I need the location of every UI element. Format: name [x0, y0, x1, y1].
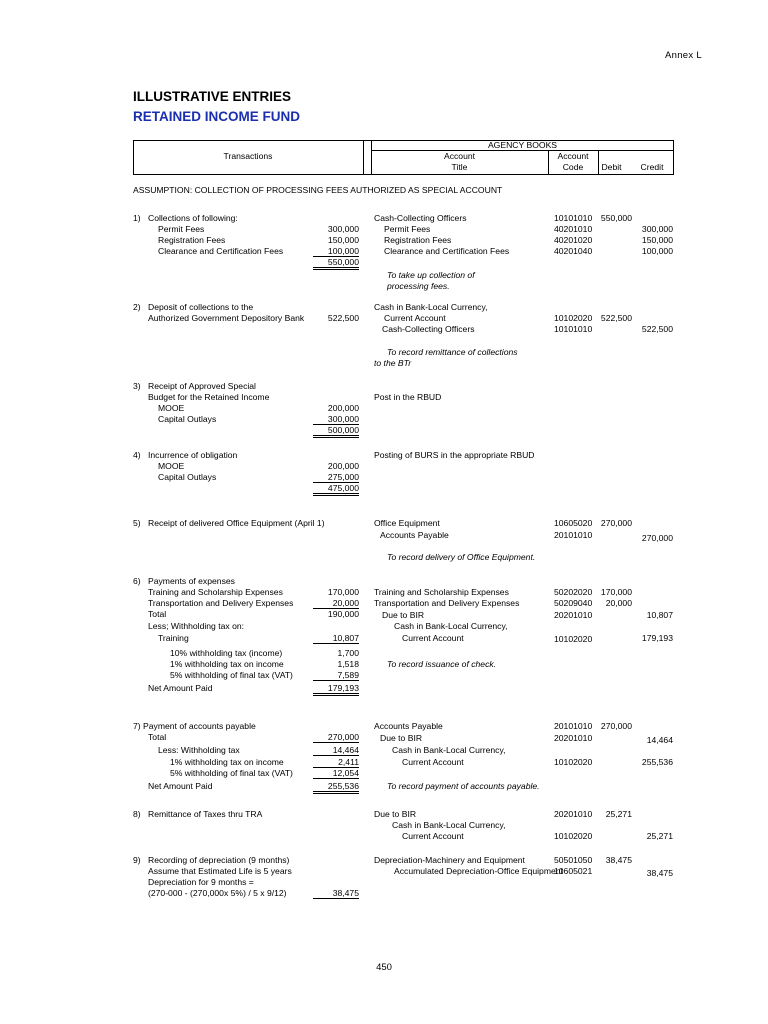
amount-value: 100,000 [641, 246, 673, 256]
entry-text: Receipt of delivered Office Equipment (April 1) [148, 518, 325, 528]
entry-text: 20201010 [554, 809, 593, 819]
amount-value: 190,000 [327, 609, 359, 619]
entry-text: to the BTr [374, 358, 412, 368]
entry-text: 2) [133, 302, 141, 312]
amount-value: 25,271 [646, 831, 673, 841]
entry-text: To record issuance of check. [387, 659, 497, 669]
entry-text: 50209040 [554, 598, 593, 608]
entry-text: Depreciation-Machinery and Equipment [374, 855, 525, 865]
entry-text: MOOE [158, 403, 185, 413]
entry-text: Total [148, 609, 167, 619]
entry-text: Permit Fees [158, 224, 205, 234]
entry-text: Accumulated Depreciation-Office Equipment [394, 866, 563, 876]
amount-value: 179,193 [313, 683, 359, 696]
entry-text: 1) [133, 213, 141, 223]
assumption-text: ASSUMPTION: COLLECTION OF PROCESSING FEES AUTHORIZED AS SPECIAL ACCOUNT [133, 185, 503, 195]
amount-value: 38,475 [605, 855, 632, 865]
amount-value: 1,518 [337, 659, 359, 669]
amount-value: 12,054 [313, 768, 359, 779]
amount-value: 550,000 [600, 213, 632, 223]
entry-text: 9) [133, 855, 141, 865]
amount-value: 270,000 [600, 518, 632, 528]
entry-text: Assume that Estimated Life is 5 years [148, 866, 292, 876]
entry-text: Registration Fees [384, 235, 452, 245]
entry-text: 40201020 [554, 235, 593, 245]
entry-text: 20101010 [554, 530, 593, 540]
entry-text: Accounts Payable [374, 721, 443, 731]
amount-value: 2,411 [313, 757, 359, 768]
entry-text: Due to BIR [382, 610, 425, 620]
entry-text: 50202020 [554, 587, 593, 597]
page-number: 450 [376, 962, 392, 973]
entry-text: 40201010 [554, 224, 593, 234]
entry-text: 8) [133, 809, 141, 819]
entry-text: To record remittance of collections [387, 347, 518, 357]
amount-value: 550,000 [313, 257, 359, 270]
entry-text: Less; Withholding tax on: [148, 621, 245, 631]
entry-text: 1% withholding tax on income [170, 659, 284, 669]
entry-text: 6) [133, 576, 141, 586]
amount-value: 150,000 [327, 235, 359, 245]
entry-text: 10102020 [554, 831, 593, 841]
entry-text: Permit Fees [384, 224, 431, 234]
account-code-heading: Code [562, 162, 584, 172]
amount-value: 300,000 [327, 224, 359, 234]
amount-value: 38,475 [313, 888, 359, 899]
amount-value: 200,000 [327, 461, 359, 471]
debit-heading: Debit [601, 162, 622, 172]
entry-text: Total [148, 732, 167, 742]
entry-text: Cash in Bank-Local Currency, [394, 621, 508, 631]
entry-text: 50501050 [554, 855, 593, 865]
entry-text: Current Account [402, 757, 464, 767]
entry-text: 7) Payment of accounts payable [133, 721, 256, 731]
entry-text: MOOE [158, 461, 185, 471]
entry-text: Less: Withholding tax [158, 745, 240, 755]
entry-text: Capital Outlays [158, 414, 217, 424]
entry-text: processing fees. [387, 281, 450, 291]
entry-text: 5) [133, 518, 141, 528]
amount-value: 522,500 [641, 324, 673, 334]
amount-value: 270,000 [600, 721, 632, 731]
entry-text: Depreciation for 9 months = [148, 877, 254, 887]
entry-text: (270-000 - (270,000x 5%) / 5 x 9/12) [148, 888, 287, 898]
entry-text: Remittance of Taxes thru TRA [148, 809, 263, 819]
account-code-heading: Account [557, 151, 589, 161]
entry-text: Cash in Bank-Local Currency, [392, 745, 506, 755]
entry-text: Training and Scholarship Expenses [374, 587, 509, 597]
agency-books-heading: AGENCY BOOKS [487, 140, 558, 150]
amount-value: 25,271 [605, 809, 632, 819]
amount-value: 522,500 [600, 313, 632, 323]
entry-text: Collections of following: [148, 213, 238, 223]
entry-text: To record payment of accounts payable. [387, 781, 540, 791]
amount-value: 150,000 [641, 235, 673, 245]
entry-text: Deposit of collections to the [148, 302, 254, 312]
entry-text: Cash in Bank-Local Currency, [374, 302, 488, 312]
entry-text: Posting of BURS in the appropriate RBUD [374, 450, 535, 460]
entry-text: Post in the RBUD [374, 392, 442, 402]
entry-text: 10101010 [554, 324, 593, 334]
entry-text: Cash-Collecting Officers [382, 324, 475, 334]
amount-value: 270,000 [313, 732, 359, 743]
amount-value: 170,000 [600, 587, 632, 597]
amount-value: 100,000 [313, 246, 359, 257]
entry-text: Transportation and Delivery Expenses [148, 598, 294, 608]
entry-text: Due to BIR [380, 733, 423, 743]
entry-text: Clearance and Certification Fees [384, 246, 510, 256]
entry-text: 10102020 [554, 313, 593, 323]
amount-value: 14,464 [313, 745, 359, 756]
entry-text: 4) [133, 450, 141, 460]
amount-value: 10,807 [646, 610, 673, 620]
entry-text: 20201010 [554, 733, 593, 743]
entry-text: Cash in Bank-Local Currency, [392, 820, 506, 830]
amount-value: 300,000 [641, 224, 673, 234]
entry-text: Net Amount Paid [148, 781, 213, 791]
header-divider [363, 140, 364, 175]
page-subtitle: RETAINED INCOME FUND [133, 109, 300, 124]
entry-text: 5% withholding of final tax (VAT) [170, 670, 293, 680]
amount-value: 255,536 [641, 757, 673, 767]
amount-value: 522,500 [327, 313, 359, 323]
entry-text: 5% withholding of final tax (VAT) [170, 768, 293, 778]
entry-text: Due to BIR [374, 809, 417, 819]
amount-value: 7,589 [313, 670, 359, 681]
entry-text: Clearance and Certification Fees [158, 246, 284, 256]
entry-text: Incurrence of obligation [148, 450, 238, 460]
amount-value: 20,000 [605, 598, 632, 608]
amount-value: 275,000 [313, 472, 359, 483]
entry-text: Accounts Payable [380, 530, 449, 540]
amount-value: 179,193 [641, 633, 673, 643]
entry-text: 10% withholding tax (income) [170, 648, 283, 658]
amount-value: 200,000 [327, 403, 359, 413]
entry-text: Office Equipment [374, 518, 440, 528]
amount-value: 20,000 [313, 598, 359, 609]
entry-text: 3) [133, 381, 141, 391]
amount-value: 500,000 [313, 425, 359, 438]
entry-text: Current Account [402, 633, 464, 643]
page-title: ILLUSTRATIVE ENTRIES [133, 89, 292, 104]
entry-text: Receipt of Approved Special [148, 381, 256, 391]
entry-text: 10101010 [554, 213, 593, 223]
amount-value: 475,000 [313, 483, 359, 496]
annex-label: Annex L [665, 50, 702, 61]
account-title-heading: Title [451, 162, 468, 172]
entry-text: Registration Fees [158, 235, 226, 245]
entry-text: Current Account [402, 831, 464, 841]
entry-text: 10605020 [554, 518, 593, 528]
account-title-heading: Account [443, 151, 476, 161]
credit-heading: Credit [640, 162, 664, 172]
entry-text: 10605021 [554, 866, 593, 876]
entry-text: Authorized Government Depository Bank [148, 313, 305, 323]
amount-value: 255,536 [313, 781, 359, 794]
amount-value: 14,464 [646, 735, 673, 745]
entry-text: 1% withholding tax on income [170, 757, 284, 767]
entry-text: Payments of expenses [148, 576, 235, 586]
entry-text: Transportation and Delivery Expenses [374, 598, 520, 608]
entry-text: Net Amount Paid [148, 683, 213, 693]
amount-value: 300,000 [313, 414, 359, 425]
entry-text: 10102020 [554, 634, 593, 644]
amount-value: 38,475 [646, 868, 673, 878]
entry-text: 10102020 [554, 757, 593, 767]
entry-text: Training [158, 633, 189, 643]
amount-value: 170,000 [327, 587, 359, 597]
entry-text: Capital Outlays [158, 472, 217, 482]
amount-value: 270,000 [641, 533, 673, 543]
entry-text: 40201040 [554, 246, 593, 256]
entry-text: Budget for the Retained Income [148, 392, 270, 402]
entry-text: Current Account [384, 313, 446, 323]
entry-text: Cash-Collecting Officers [374, 213, 467, 223]
amount-value: 10,807 [313, 633, 359, 644]
entry-text: To take up collection of [387, 270, 475, 280]
amount-value: 1,700 [337, 648, 359, 658]
entry-text: 20101010 [554, 721, 593, 731]
entry-text: Training and Scholarship Expenses [148, 587, 283, 597]
entry-text: Recording of depreciation (9 months) [148, 855, 290, 865]
entry-text: 20201010 [554, 610, 593, 620]
entry-text: To record delivery of Office Equipment. [387, 552, 536, 562]
transactions-heading: Transactions [223, 151, 273, 161]
